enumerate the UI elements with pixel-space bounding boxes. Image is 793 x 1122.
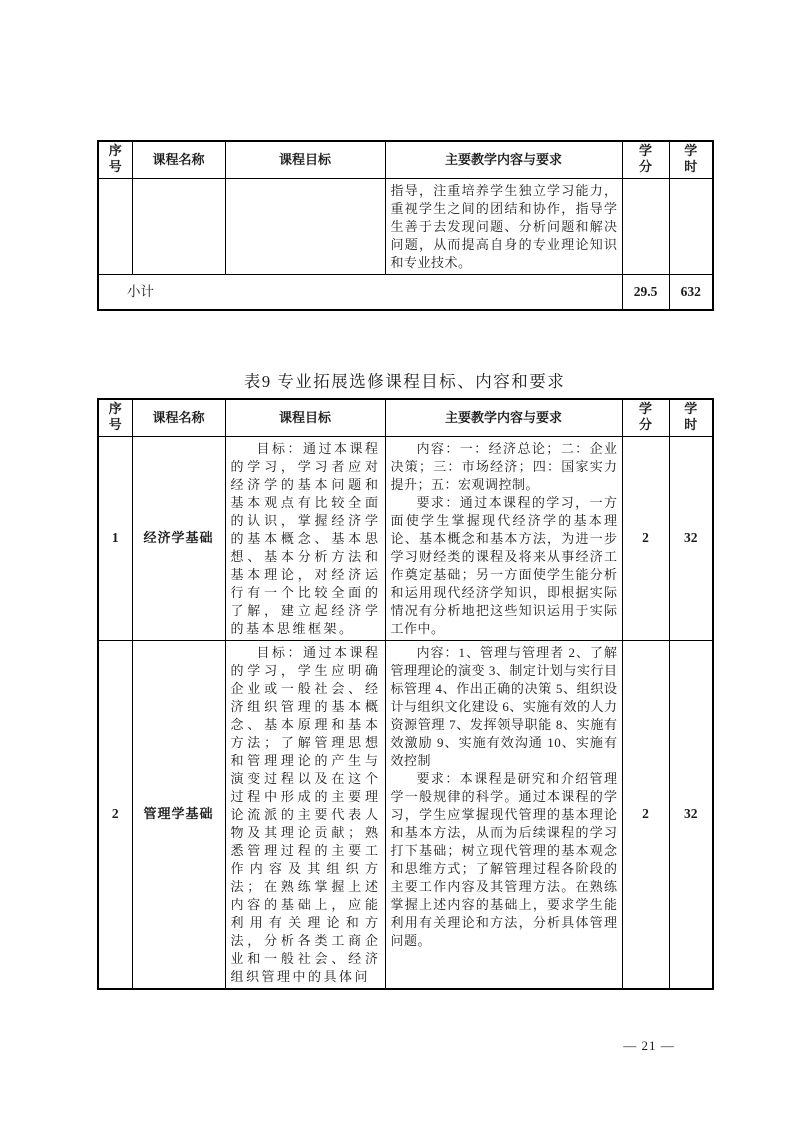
row2-objective (225, 640, 385, 989)
prev-header-content: 主要教学内容与要求 (385, 141, 622, 178)
row1-content-paragraph-1: 内容：一：经济总论；二：企业决策；三：市场经济；四：国家实力提升；五：宏观调控制。 (390, 440, 618, 492)
subtotal-hours: 632 (669, 274, 713, 310)
table9-header-objective: 课程目标 (225, 399, 385, 436)
row1-no: 1 (98, 436, 132, 640)
row2-hours: 32 (669, 640, 713, 989)
previous-table-continuation (97, 140, 714, 311)
prev-header-no: 序号 (98, 141, 132, 178)
prev-header-objective: 课程目标 (225, 141, 385, 178)
row2-content (385, 640, 622, 989)
row1-content (385, 436, 622, 640)
row2-content-paragraph-2: 要求：本课程是研究和介绍管理学一般规律的科学。通过本课程的学习，学生应掌握现代管理的基本理论和基本方法，从而为后续课程的学习打下基础；树立现代管理的基本观念和思维方式；了解管理过程各阶段的主要工作内容及其管理方法。在熟练掌握上述内容的基础上，要求学生能利用有关理论和方法，分析具体管理问题。 (390, 770, 618, 948)
table9-header-no: 序号 (98, 399, 132, 436)
prev-row-no-empty (98, 178, 132, 274)
subtotal-label: 小计 (98, 274, 622, 310)
row1-credits: 2 (622, 436, 669, 640)
table9-title: 表9 专业拓展选修课程目标、内容和要求 (243, 372, 566, 391)
continuation-paragraph: 指导，注重培养学生独立学习能力，重视学生之间的团结和协作，指导学生善于去发现问题、分析问题和解决问题，从而提高自身的专业理论知识和专业技术。 (390, 182, 618, 270)
table9-header-row (98, 399, 713, 436)
prev-header-credits: 学分 (622, 141, 669, 178)
subtotal-credits: 29.5 (622, 274, 669, 310)
row1-hours: 32 (669, 436, 713, 640)
table9-header-hours: 学时 (669, 399, 713, 436)
subtotal-row (98, 274, 713, 310)
row1-objective-paragraph: 目标：通过本课程的学习，学习者应对经济学的基本问题和基本观点有比较全面的认识，掌握经济学的基本概念、基本思想、基本分析方法和基本理论，对经济运行有一个比较全面的了解，建立起经济学的基本思维框架。 (230, 440, 381, 636)
row1-content-paragraph-2: 要求：通过本课程的学习，一方面使学生掌握现代经济学的基本理论、基本概念和基本方法，为进一步学习财经类的课程及将来从事经济工作奠定基础；另一方面使学生能分析和运用现代经济学知识，即根据实际情况有分析地把这些知识运用于实际工作中。 (390, 494, 618, 636)
prev-row-objective-empty (225, 178, 385, 274)
prev-row-hours-empty (669, 178, 713, 274)
table9-row-management (98, 640, 713, 989)
row2-no: 2 (98, 640, 132, 989)
table9-row-economics (98, 436, 713, 640)
row1-course-name: 经济学基础 (132, 436, 225, 640)
row1-objective (225, 436, 385, 640)
prev-row-name-empty (132, 178, 225, 274)
prev-header-hours: 学时 (669, 141, 713, 178)
prev-row-content (385, 178, 622, 274)
row2-credits: 2 (622, 640, 669, 989)
prev-table-continuation-row (98, 178, 713, 274)
row2-course-name: 管理学基础 (132, 640, 225, 989)
table9-header-content: 主要教学内容与要求 (385, 399, 622, 436)
prev-table-header-row (98, 141, 713, 178)
prev-header-course-name: 课程名称 (132, 141, 225, 178)
table9 (97, 398, 714, 990)
table9-header-course-name: 课程名称 (132, 399, 225, 436)
table9-header-credits: 学分 (622, 399, 669, 436)
row2-content-paragraph-1: 内容：1、管理与管理者 2、了解管理理论的演变 3、制定计划与实行目标管理 4、作出正确的决策 5、组织设计与组织文化建设 6、实施有效的人力资源管理 7、发挥领导职能 8、实施有效激励 9、实施有效沟通 10、实施有效控制 (390, 644, 618, 768)
prev-row-credits-empty (622, 178, 669, 274)
row2-objective-paragraph: 目标：通过本课程的学习，学生应明确企业或一般社会、经济组织管理的基本概念、基本原理和基本方法；了解管理思想和管理理论的产生与演变过程以及在这个过程中形成的主要理论流派的主要代表人物及其理论贡献；熟悉管理过程的主要工作内容及其组织方法；在熟练掌握上述内容的基础上，应能利用有关理论和方法，分析各类工商企业和一般社会、经济组织管理中的具体问 (230, 644, 381, 984)
page-number: — 21 — (623, 1038, 675, 1053)
